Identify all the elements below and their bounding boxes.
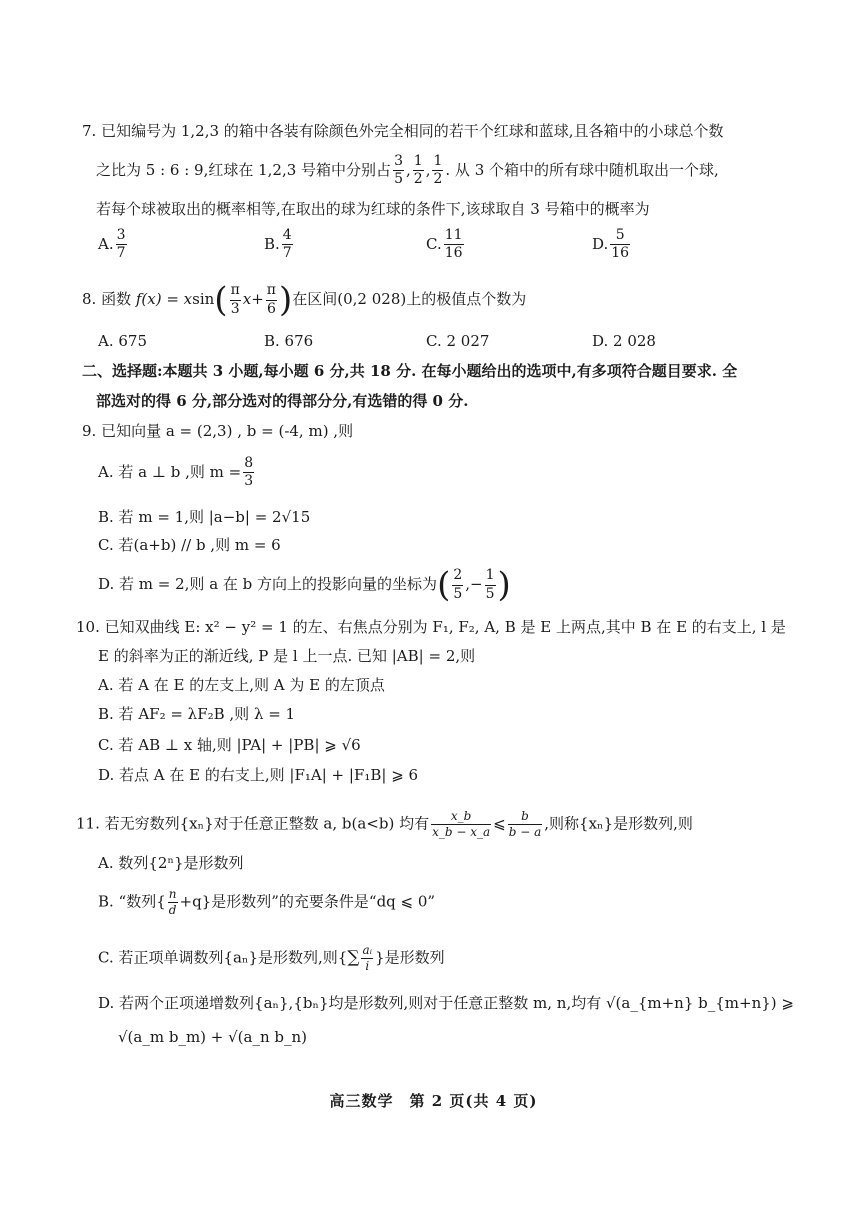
q11-fraction-1	[431, 810, 491, 839]
option-text: A. 若 a ⊥ b ,则 m =	[98, 462, 242, 481]
q8-option-a[interactable]: A. 675	[98, 332, 147, 350]
option-label: D.	[592, 234, 609, 253]
q11-suffix: ,则称{xₙ}是形数列,则	[544, 814, 693, 833]
section2-heading-line1: 二、选择题:本题共 3 小题,每小题 6 分,共 18 分. 在每小题给出的选项中,有多项符合题目要求. 全	[82, 362, 738, 380]
option-label: C.	[426, 234, 442, 253]
option-text-tail: }是形数列	[375, 948, 445, 967]
q7-option-d[interactable]	[592, 228, 632, 262]
q11-le-sign: ⩽	[493, 814, 506, 833]
denominator: 16	[444, 245, 463, 262]
option-fraction	[282, 228, 293, 262]
option-fraction-1	[452, 568, 463, 602]
q8-option-c[interactable]: C. 2 027	[426, 332, 490, 350]
option-text: C. 若正项单调数列{aₙ}是形数列,则{	[98, 948, 348, 967]
q11-stem	[76, 810, 693, 839]
numerator: n	[168, 888, 178, 903]
right-paren: )	[497, 565, 511, 605]
q8-sin: sin	[192, 290, 215, 308]
numerator: 2	[452, 568, 463, 585]
page-footer: 高三数学 第 2 页(共 4 页)	[329, 1092, 538, 1110]
q11-fraction-2	[508, 810, 543, 839]
denominator: 2	[433, 171, 443, 188]
q11-option-b[interactable]	[98, 888, 435, 917]
denominator: d	[168, 903, 177, 918]
numerator: π	[266, 283, 277, 300]
sum-sign: ∑	[347, 947, 360, 968]
q8-function: f(x) = x	[135, 290, 193, 308]
q8-stem	[82, 280, 527, 320]
denominator: 16	[611, 245, 630, 262]
minus-sign: −	[470, 575, 483, 593]
numerator: aᵢ	[361, 944, 373, 959]
denominator: 7	[116, 245, 126, 262]
q10-option-d[interactable]: D. 若点 A 在 E 的右支上,则 |F₁A| + |F₁B| ⩾ 6	[98, 766, 419, 784]
q7-fraction-3	[432, 154, 443, 188]
denominator: 6	[266, 300, 276, 317]
q11-option-d[interactable]: D. 若两个正项递增数列{aₙ},{bₙ}均是形数列,则对于任意正整数 m, n,均有 √(a_{m+n} b_{m+n}) ⩾	[98, 994, 794, 1012]
numerator: 1	[413, 154, 424, 171]
q8-option-d[interactable]: D. 2 028	[592, 332, 656, 350]
numerator: x_b	[431, 810, 491, 825]
q8-suffix: 在区间(0,2 028)上的极值点个数为	[292, 290, 527, 308]
numerator: 5	[610, 228, 630, 245]
denominator: 7	[282, 245, 292, 262]
q8-x: x+	[242, 290, 264, 308]
q8-fraction-a	[230, 283, 241, 317]
denominator: 2	[413, 171, 423, 188]
option-fraction	[444, 228, 464, 262]
q9-option-c[interactable]: C. 若(a+b) // b ,则 m = 6	[98, 536, 281, 554]
denominator: 5	[485, 585, 495, 602]
option-fraction-2	[485, 568, 496, 602]
option-text: D. 若 m = 2,则 a 在 b 方向上的投影向量的坐标为	[98, 575, 438, 593]
q9-stem: 9. 已知向量 a = (2,3) , b = (-4, m) ,则	[82, 422, 354, 440]
numerator: π	[230, 283, 241, 300]
section2-heading-line2: 部选对的得 6 分,部分选对的得部分分,有选错的得 0 分.	[96, 392, 469, 410]
q7-line1: 7. 已知编号为 1,2,3 的箱中各装有除颜色外完全相同的若干个红球和蓝球,且各箱中的小球总个数	[82, 122, 724, 140]
numerator: 3	[393, 154, 404, 171]
q7-line2-tail: . 从 3 个箱中的所有球中随机取出一个球,	[445, 160, 719, 179]
denominator: x_b − x_a	[432, 825, 491, 840]
option-fraction	[168, 888, 178, 917]
option-text: B. “数列{	[98, 892, 166, 911]
denominator: 5	[394, 171, 403, 188]
q11-option-c[interactable]	[98, 944, 445, 973]
q10-stem-line2: E 的斜率为正的渐近线, P 是 l 上一点. 已知 |AB| = 2,则	[98, 647, 476, 665]
q9-option-d[interactable]: D. 若 m = 2,则 a 在 b 方向上的投影向量的坐标为( $\frac{2}{5}$ ,− $\frac{1}{5}$ )	[98, 565, 511, 605]
numerator: 1	[485, 568, 496, 585]
option-fraction	[243, 456, 254, 490]
option-label: B.	[264, 234, 280, 253]
q10-stem-line1: 10. 已知双曲线 E: x² − y² = 1 的左、右焦点分别为 F₁, F₂, A, B 是 E 上两点,其中 B 在 E 的右支上, l 是	[76, 618, 786, 636]
left-paren: (	[437, 565, 451, 605]
numerator: b	[508, 810, 543, 825]
denominator: 3	[230, 300, 240, 317]
q7-option-b[interactable]	[264, 228, 295, 262]
numerator: 1	[432, 154, 443, 171]
denominator: i	[365, 959, 370, 974]
q7-line2: 之比为 5 : 6 : 9,红球在 1,2,3 号箱中分别占 $\frac{3}{5}$ , $\frac{1}{2}$ , $\frac{1}{2}$ . 从 3 个箱中的所有球中随机取出一个球,	[96, 153, 719, 188]
q11-option-d-line2: √(a_m b_m) + √(a_n b_n)	[118, 1028, 308, 1046]
q7-option-a[interactable]	[98, 228, 129, 262]
option-label: A.	[98, 234, 114, 253]
denominator: b − a	[508, 825, 542, 840]
q7-line2-text: 之比为 5 : 6 : 9,红球在 1,2,3 号箱中分别占	[96, 160, 392, 179]
q10-option-a[interactable]: A. 若 A 在 E 的左支上,则 A 为 E 的左顶点	[98, 676, 385, 694]
q10-option-b[interactable]: B. 若 AF₂ = λF₂B ,则 λ = 1	[98, 705, 296, 723]
denominator: 5	[453, 585, 463, 602]
option-fraction	[116, 228, 127, 262]
q8-prefix: 8. 函数	[82, 290, 136, 308]
q8-option-b[interactable]: B. 676	[264, 332, 314, 350]
option-fraction	[610, 228, 630, 262]
option-text-tail: +q}是形数列”的充要条件是“dq ⩽ 0”	[179, 892, 436, 911]
q9-option-a[interactable]	[98, 456, 256, 490]
numerator: 11	[444, 228, 464, 245]
q10-option-c[interactable]: C. 若 AB ⊥ x 轴,则 |PA| + |PB| ⩾ √6	[98, 736, 361, 754]
q7-option-c[interactable]	[426, 228, 466, 262]
q9-option-b[interactable]: B. 若 m = 1,则 |a−b| = 2√15	[98, 508, 311, 526]
numerator: 8	[243, 456, 254, 473]
numerator: 4	[282, 228, 293, 245]
left-paren: (	[214, 280, 228, 320]
q7-line3: 若每个球被取出的概率相等,在取出的球为红球的条件下,该球取自 3 号箱中的概率为	[96, 200, 650, 218]
option-fraction	[361, 944, 373, 973]
q11-option-a[interactable]: A. 数列{2ⁿ}是形数列	[98, 854, 244, 872]
denominator: 3	[244, 473, 254, 490]
q7-fraction-2	[413, 154, 424, 188]
q11-prefix: 11. 若无穷数列{xₙ}对于任意正整数 a, b(a<b) 均有	[76, 814, 430, 833]
numerator: 3	[116, 228, 127, 245]
right-paren: )	[279, 280, 293, 320]
q8-fraction-b	[266, 283, 277, 317]
q7-fraction-1	[393, 154, 404, 188]
